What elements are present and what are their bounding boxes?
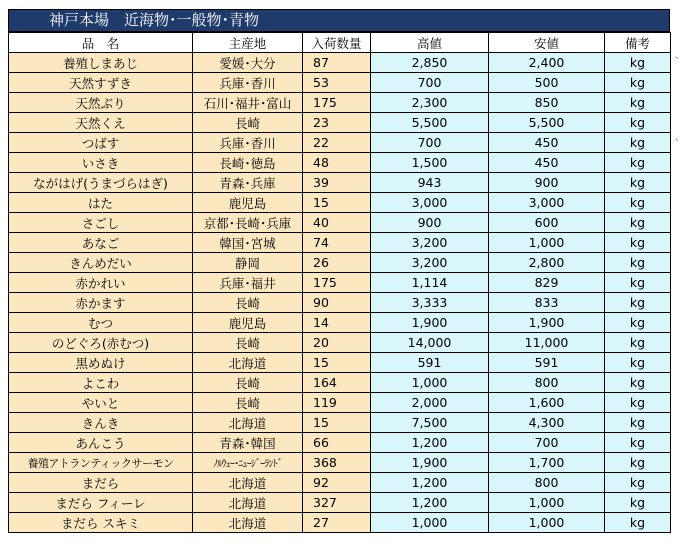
cell-quantity: 15	[303, 353, 371, 373]
cell-remarks: kg	[605, 193, 671, 213]
cell-quantity: 53	[303, 73, 371, 93]
cell-remarks: kg	[605, 433, 671, 453]
cell-high-price: 1,900	[371, 313, 489, 333]
cell-quantity: 27	[303, 513, 371, 533]
cell-origin: 北海道	[193, 353, 303, 373]
cell-name: あなご	[9, 233, 193, 253]
col-header-low-price: 安値	[489, 33, 605, 53]
table-row	[9, 453, 671, 473]
cell-high-price: 700	[371, 133, 489, 153]
table-row	[9, 93, 671, 113]
cell-name: 天然すずき	[9, 73, 193, 93]
cell-quantity: 164	[303, 373, 371, 393]
cell-name: 赤かれい	[9, 273, 193, 293]
cell-name: まだら	[9, 473, 193, 493]
cell-name: つばす	[9, 133, 193, 153]
cell-origin: 北海道	[193, 513, 303, 533]
cell-name: きんめだい	[9, 253, 193, 273]
table-row	[9, 193, 671, 213]
cell-remarks: kg	[605, 253, 671, 273]
cell-origin: 北海道	[193, 413, 303, 433]
cell-low-price: 800	[489, 373, 605, 393]
col-header-remarks: 備考	[605, 33, 671, 53]
cell-origin: 長崎･徳島	[193, 153, 303, 173]
cell-name: むつ	[9, 313, 193, 333]
cell-low-price: 900	[489, 173, 605, 193]
cell-remarks: kg	[605, 493, 671, 513]
cell-remarks: kg	[605, 273, 671, 293]
cell-quantity: 22	[303, 133, 371, 153]
cell-high-price: 700	[371, 73, 489, 93]
cell-origin: 長崎	[193, 393, 303, 413]
cell-name: きんき	[9, 413, 193, 433]
cell-quantity: 74	[303, 233, 371, 253]
cell-name: まだら スキミ	[9, 513, 193, 533]
table-row	[9, 513, 671, 533]
cell-remarks: kg	[605, 93, 671, 113]
cell-low-price: 591	[489, 353, 605, 373]
cell-low-price: 800	[489, 473, 605, 493]
cell-remarks: kg	[605, 313, 671, 333]
table-row	[9, 233, 671, 253]
table-row	[9, 53, 671, 73]
table-row	[9, 493, 671, 513]
cell-low-price: 1,700	[489, 453, 605, 473]
cell-low-price: 11,000	[489, 333, 605, 353]
cell-low-price: 500	[489, 73, 605, 93]
table-row	[9, 473, 671, 493]
table-row	[9, 73, 671, 93]
col-header-quantity: 入荷数量	[303, 33, 371, 53]
cell-quantity: 40	[303, 213, 371, 233]
cell-quantity: 15	[303, 413, 371, 433]
cell-origin: 兵庫･香川	[193, 73, 303, 93]
cell-name: 赤かます	[9, 293, 193, 313]
cell-quantity: 26	[303, 253, 371, 273]
cell-quantity: 66	[303, 433, 371, 453]
cell-origin: 韓国･宮城	[193, 233, 303, 253]
cell-quantity: 92	[303, 473, 371, 493]
cell-origin: 北海道	[193, 493, 303, 513]
header-row	[9, 33, 671, 53]
cell-origin: ﾉﾙｳｪｰ･ﾆｭｰｼﾞｰﾗﾝﾄﾞ	[193, 453, 303, 473]
table-row	[9, 313, 671, 333]
cell-origin: 青森･韓国	[193, 433, 303, 453]
cell-low-price: 450	[489, 133, 605, 153]
cell-low-price: 3,000	[489, 193, 605, 213]
cell-origin: 石川･福井･富山	[193, 93, 303, 113]
sheet-title: 神戸本場 近海物･一般物･青物	[8, 9, 670, 32]
table-row	[9, 353, 671, 373]
cell-remarks: kg	[605, 513, 671, 533]
cell-remarks: kg	[605, 333, 671, 353]
cell-low-price: 4,300	[489, 413, 605, 433]
cell-name: 黒めぬけ	[9, 353, 193, 373]
col-header-origin: 主産地	[193, 33, 303, 53]
cell-remarks: kg	[605, 473, 671, 493]
cell-quantity: 175	[303, 273, 371, 293]
cell-high-price: 1,200	[371, 473, 489, 493]
table-row	[9, 253, 671, 273]
cell-high-price: 3,200	[371, 233, 489, 253]
cell-remarks: kg	[605, 113, 671, 133]
cell-remarks: kg	[605, 293, 671, 313]
cell-name: いさき	[9, 153, 193, 173]
cell-high-price: 3,333	[371, 293, 489, 313]
cell-name: まだら フィーレ	[9, 493, 193, 513]
col-header-high-price: 高値	[371, 33, 489, 53]
cell-high-price: 3,200	[371, 253, 489, 273]
cell-quantity: 20	[303, 333, 371, 353]
table-row	[9, 413, 671, 433]
cell-origin: 兵庫･香川	[193, 133, 303, 153]
cell-low-price: 833	[489, 293, 605, 313]
cell-name: 養殖しまあじ	[9, 53, 193, 73]
cell-remarks: kg	[605, 393, 671, 413]
cell-low-price: 700	[489, 433, 605, 453]
cell-low-price: 2,800	[489, 253, 605, 273]
cell-quantity: 327	[303, 493, 371, 513]
cell-low-price: 1,000	[489, 493, 605, 513]
cell-name: よこわ	[9, 373, 193, 393]
cell-origin: 長崎	[193, 113, 303, 133]
cell-high-price: 2,850	[371, 53, 489, 73]
cell-quantity: 87	[303, 53, 371, 73]
cell-remarks: kg	[605, 413, 671, 433]
cell-quantity: 175	[303, 93, 371, 113]
cell-origin: 京都･長崎･兵庫	[193, 213, 303, 233]
cell-high-price: 14,000	[371, 333, 489, 353]
cell-remarks: kg	[605, 213, 671, 233]
cell-remarks: kg	[605, 133, 671, 153]
edge-mark: 、	[675, 133, 684, 143]
cell-name: ながはげ(うまづらはぎ)	[9, 173, 193, 193]
cell-remarks: kg	[605, 73, 671, 93]
cell-quantity: 90	[303, 293, 371, 313]
cell-origin: 鹿児島	[193, 313, 303, 333]
cell-name: さごし	[9, 213, 193, 233]
cell-low-price: 1,000	[489, 233, 605, 253]
table-row	[9, 273, 671, 293]
cell-quantity: 15	[303, 193, 371, 213]
cell-remarks: kg	[605, 173, 671, 193]
table-row	[9, 153, 671, 173]
col-header-name: 品 名	[9, 33, 193, 53]
cell-low-price: 600	[489, 213, 605, 233]
cell-high-price: 1,900	[371, 453, 489, 473]
cell-name: あんこう	[9, 433, 193, 453]
edge-mark: 、	[675, 51, 684, 61]
cell-low-price: 5,500	[489, 113, 605, 133]
cell-quantity: 14	[303, 313, 371, 333]
cell-name: やいと	[9, 393, 193, 413]
cell-remarks: kg	[605, 353, 671, 373]
cell-quantity: 39	[303, 173, 371, 193]
cell-remarks: kg	[605, 373, 671, 393]
cell-remarks: kg	[605, 53, 671, 73]
table-row	[9, 173, 671, 193]
cell-low-price: 450	[489, 153, 605, 173]
cell-name: はた	[9, 193, 193, 213]
cell-remarks: kg	[605, 153, 671, 173]
cell-high-price: 943	[371, 173, 489, 193]
cell-low-price: 829	[489, 273, 605, 293]
cell-origin: 兵庫･福井	[193, 273, 303, 293]
cell-high-price: 591	[371, 353, 489, 373]
cell-origin: 長崎	[193, 333, 303, 353]
cell-high-price: 1,200	[371, 433, 489, 453]
cell-origin: 愛媛･大分	[193, 53, 303, 73]
table-row	[9, 393, 671, 413]
cell-high-price: 7,500	[371, 413, 489, 433]
market-price-sheet	[8, 9, 670, 533]
cell-high-price: 1,114	[371, 273, 489, 293]
cell-high-price: 1,200	[371, 493, 489, 513]
table-row	[9, 293, 671, 313]
price-table	[8, 32, 671, 533]
cell-name: 養殖アトランティックサーモン	[9, 453, 193, 473]
cell-quantity: 119	[303, 393, 371, 413]
cell-high-price: 1,000	[371, 513, 489, 533]
cell-quantity: 368	[303, 453, 371, 473]
cell-high-price: 2,300	[371, 93, 489, 113]
cell-origin: 長崎	[193, 293, 303, 313]
cell-high-price: 1,500	[371, 153, 489, 173]
table-row	[9, 213, 671, 233]
table-row	[9, 133, 671, 153]
cell-origin: 北海道	[193, 473, 303, 493]
cell-origin: 青森･兵庫	[193, 173, 303, 193]
cell-origin: 静岡	[193, 253, 303, 273]
cell-origin: 鹿児島	[193, 193, 303, 213]
cell-high-price: 900	[371, 213, 489, 233]
table-row	[9, 433, 671, 453]
cell-quantity: 48	[303, 153, 371, 173]
table-row	[9, 113, 671, 133]
cell-name: 天然ぶり	[9, 93, 193, 113]
cell-low-price: 1,600	[489, 393, 605, 413]
cell-low-price: 1,900	[489, 313, 605, 333]
cell-low-price: 1,000	[489, 513, 605, 533]
cell-high-price: 2,000	[371, 393, 489, 413]
cell-high-price: 5,500	[371, 113, 489, 133]
cell-name: のどぐろ(赤むつ)	[9, 333, 193, 353]
cell-high-price: 3,000	[371, 193, 489, 213]
cell-quantity: 23	[303, 113, 371, 133]
cell-origin: 長崎	[193, 373, 303, 393]
cell-low-price: 850	[489, 93, 605, 113]
cell-remarks: kg	[605, 453, 671, 473]
cell-remarks: kg	[605, 233, 671, 253]
cell-high-price: 1,000	[371, 373, 489, 393]
table-row	[9, 373, 671, 393]
cell-low-price: 2,400	[489, 53, 605, 73]
table-row	[9, 333, 671, 353]
cell-name: 天然くえ	[9, 113, 193, 133]
